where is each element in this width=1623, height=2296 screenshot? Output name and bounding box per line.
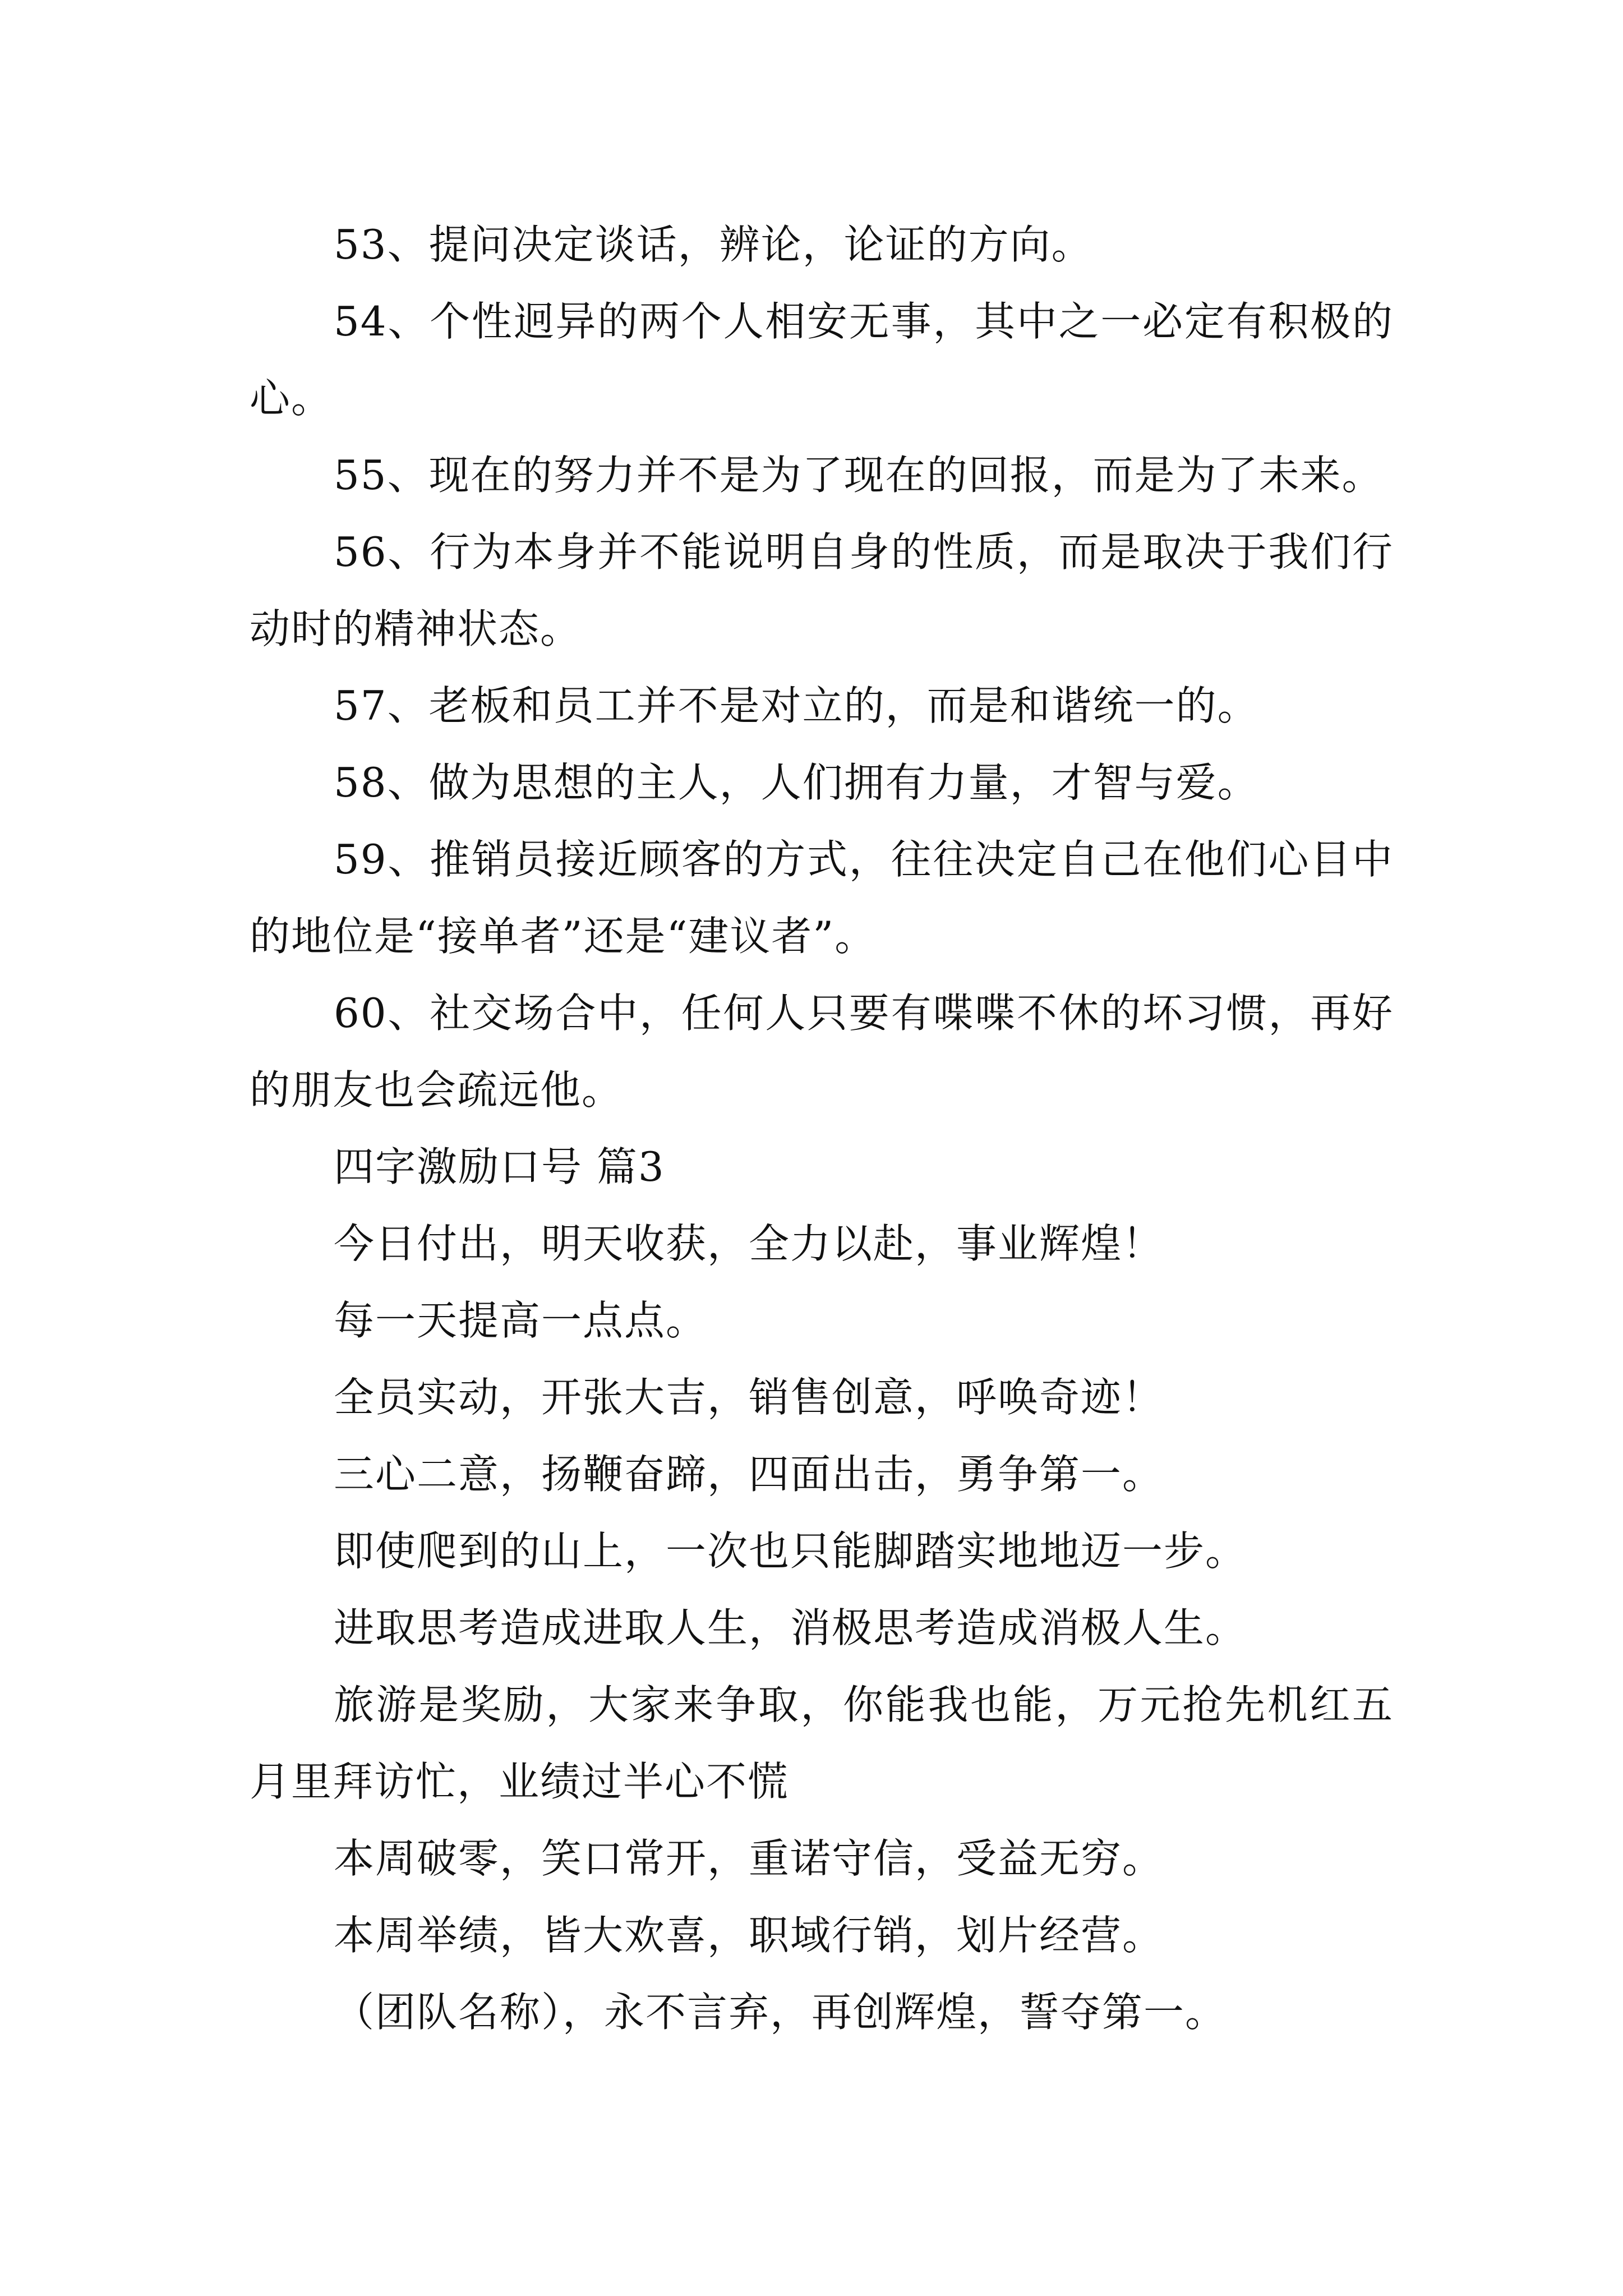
slogan-item: 三心二意，扬鞭奋蹄，四面出击，勇争第一。	[334, 1451, 1164, 1498]
quote-paragraph-55: 55、现在的努力并不是为了现在的回报，而是为了未来。	[334, 452, 1384, 499]
quote-paragraph-54: 54、个性迥异的两个人相安无事，其中之一必定有积极的心。	[250, 298, 1394, 422]
slogan-item: 全员实动，开张大吉，销售创意，呼唤奇迹！	[334, 1374, 1164, 1421]
slogan-item: 进取思考造成进取人生，消极思考造成消极人生。	[334, 1604, 1247, 1651]
slogan-item: （团队名称），永不言弃，再创辉煌，誓夺第一。	[334, 1989, 1227, 2036]
quote-paragraph-59: 59、推销员接近顾客的方式，往往决定自己在他们心目中的地位是“接单者”还是“建议者”。	[250, 836, 1394, 960]
quote-paragraph-53: 53、提问决定谈话，辨论，论证的方向。	[334, 221, 1093, 268]
quote-paragraph-60: 60、社交场合中，任何人只要有喋喋不休的坏习惯，再好的朋友也会疏远他。	[250, 990, 1394, 1114]
slogan-item: 本周举绩，皆大欢喜，职域行销，划片经营。	[334, 1912, 1164, 1959]
quote-paragraph-56: 56、行为本身并不能说明自身的性质，而是取决于我们行动时的精神状态。	[250, 528, 1394, 652]
slogan-item: 即使爬到的山上，一次也只能脚踏实地地迈一步。	[334, 1527, 1247, 1575]
slogan-item: 本周破零，笑口常开，重诺守信，受益无穷。	[334, 1835, 1164, 1882]
quote-paragraph-58: 58、做为思想的主人，人们拥有力量，才智与爱。	[334, 759, 1259, 806]
quote-paragraph-57: 57、老板和员工并不是对立的，而是和谐统一的。	[334, 682, 1259, 729]
slogan-item: 旅游是奖励，大家来争取，你能我也能，万元抢先机红五月里拜访忙，业绩过半心不慌	[250, 1681, 1394, 1805]
slogan-item: 今日付出，明天收获，全力以赴，事业辉煌！	[334, 1220, 1164, 1267]
slogan-item: 每一天提高一点点。	[334, 1297, 708, 1344]
section-heading: 四字激励口号 篇3	[334, 1143, 665, 1190]
document-body	[250, 206, 1394, 2051]
